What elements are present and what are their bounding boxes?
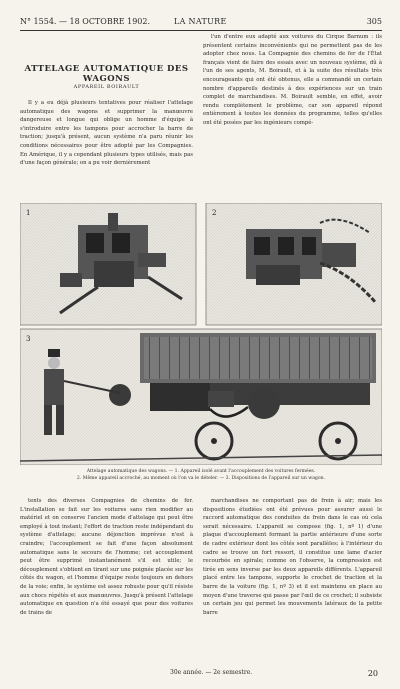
figure-panel-2	[206, 203, 382, 325]
paragraph: l'un d'entre eux adapté aux voitures du Cirque Barnum : ils présentent certains inconvénients qui ne permettent pas de les adopter chez nous. La Compagnie des chemins de fer de l'État français vient de faire des essais avec un nouveau système, dû à l'un de ses agents, M. Boirault, et à la suite des résultats très encourageants qui ont été obtenus, elle a commandé un certain nombre d'appareils destinés à des expériences sur un train complet de marchandises. M. Boirault semble, en effet, avoir rendu complètement le problème, car son appareil répond entièrement à toutes les données du programme, telles qu'elles ont été posées par les ingénieurs compé-	[203, 34, 382, 126]
panel-label: 3	[26, 335, 31, 343]
article-title: ATTELAGE AUTOMATIQUE DES WAGONS	[24, 64, 189, 84]
article-subtitle: APPAREIL BOIRAULT	[73, 84, 140, 90]
page-footer	[20, 669, 382, 679]
paragraph: Il y a eu déjà plusieurs tentatives pour réaliser l'attelage automatique des wagons et supprimer la manœuvre dangereuse et longue qui oblige un homme d'équipe à s'introduire entre les tampons pour accrocher la barre de traction; jusqu'à présent, aucun système n'a paru réunir les conditions nécessaires pour être adopté par les Compagnies. En Amérique, il y a cependant plusieurs types utilisés, mais pas d'une façon générale; on a pu voir dernièrement	[20, 100, 193, 167]
page-header	[20, 16, 382, 31]
journal-name: LA NATURE	[174, 17, 227, 26]
panel-label: 1	[26, 209, 31, 217]
article-column-right-top	[203, 33, 382, 201]
paragraph: tents des diverses Compagnies de chemins de fer. L'installation se fait sur les voitures sans rien modifier au matériel et on conserve l'ancien mode d'attelage qui peut être employé à tout instant; l'effort de traction reste indépendant du système d'attelage; aucune déjonction imprévue n'est à craindre; l'accouplement se fait d'une façon absolument automatique sans le secours de l'homme; cet accouplement peut être supprimé instantanément s'il est utile; le découplement s'obtient en tirant sur une poignée placée sur les côtés du wagon, et l'homme d'équipe reste toujours en dehors de la voie; enfin, le système est assez robuste pour qu'il résiste aux chocs répétés et aux manœuvres. Jusqu'à présent l'attelage automatique en question n'a été essayé que pour des voitures de trains de	[20, 498, 193, 616]
caption-line: Attelage automatique des wagons. — 1. Appareil isolé avant l'accouplement des voitures fermées.	[86, 469, 316, 474]
article-column-right-bottom	[203, 497, 382, 662]
volume-info: 30e année. — 2e semestre.	[170, 669, 253, 676]
paragraph: marchandises ne comportant pas de frein à air; mais les dispositions étudiées ont été prévues pour assurer aussi le raccord automatique des conduites de frein dans le cas où cela serait nécessaire. L'appareil se compose (fig. 1, nº 1) d'une plaque d'accouplement formant la partie antérieure d'une sorte de cadre extérieur dont les côtés sont parallèles; à l'intérieur du cadre se trouve un fort ressort, il constitue une lame d'acier recourbée en spirale; comme on l'observe, la compression est tirée en sens inverse par les deux appareils différents. L'appareil placé entre les tampons, supporte le crochet de traction et la barre de la voiture (fig. 1, nº 3) et il est maintenu en place au moyen d'une traverse qui passe par l'œil de ce crochet; il subsiste un certain jeu qui permet les mouvements latéraux de la petite barre	[203, 498, 382, 616]
issue-date: N° 1554. — 18 OCTOBRE 1902.	[20, 17, 151, 26]
caption-line: 2. Même appareil accroché, au moment où l'on va le dételer. — 3. Dispositions de l'appareil sur un wagon.	[76, 476, 326, 481]
panel-label: 2	[212, 209, 217, 217]
figure-panel-3	[20, 329, 382, 465]
page-number: 305	[366, 17, 382, 26]
signature-number: 20	[367, 669, 378, 678]
article-column-left-bottom	[20, 497, 193, 662]
engraving-figure	[20, 203, 382, 465]
figure-panel-1	[20, 203, 196, 325]
figure-caption	[20, 468, 382, 482]
article-column-left-top	[20, 99, 193, 199]
